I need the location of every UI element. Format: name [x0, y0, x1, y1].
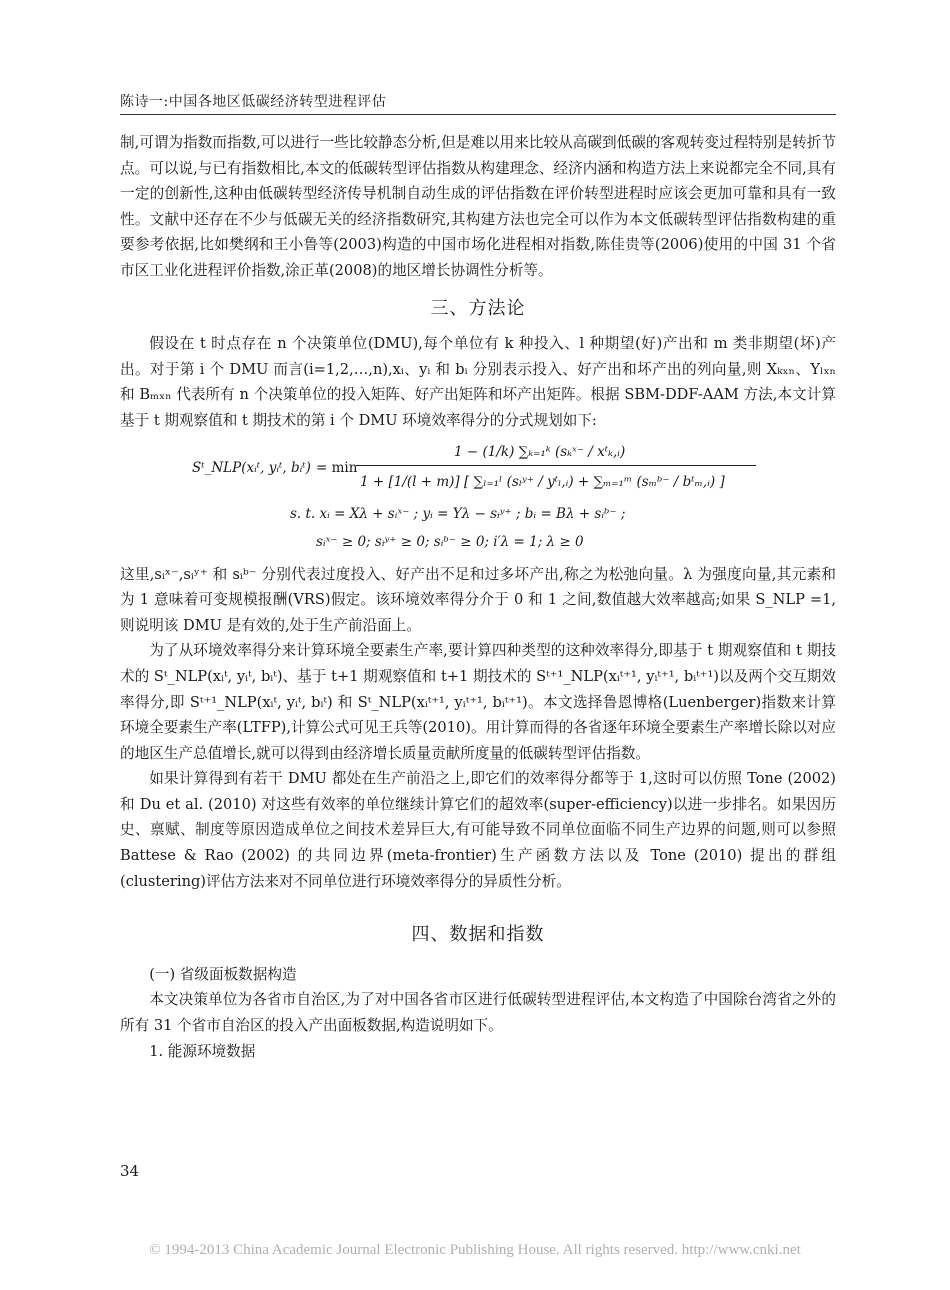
paragraph-luenberger: 为了从环境效率得分来计算环境全要素生产率,要计算四种类型的这种效率得分,即基于 t 期观察值和 t 期技术的 Sᵗ_NLP(xᵢᵗ, yᵢᵗ, bᵢᵗ)、基于 t+1 期观察值和 t+1 期技术的 Sᵗ⁺¹_NLP(xᵢᵗ⁺¹, yᵢᵗ⁺¹, bᵢᵗ⁺¹)以及两个交互期效率得分,即 Sᵗ⁺¹_NLP(xᵢᵗ, yᵢᵗ, bᵢᵗ) 和 Sᵗ_NLP(xᵢᵗ⁺¹, yᵢᵗ⁺¹, bᵢᵗ⁺¹)。本文选择鲁恩博格(Luenberger)指数来计算环境全要素生产率(LTFP),计算公式可见王兵等(2010)。用计算而得的各省逐年环境全要素生产率增长除以对应的地区生产总值增长,就可以得到由经济增长质量贡献所度量的低碳转型评估指数。 — [120, 642, 836, 762]
section-title-methodology: 三、方法论 — [430, 297, 526, 319]
paragraph-slack-vectors: 这里,sᵢˣ⁻,sᵢʸ⁺ 和 sᵢᵇ⁻ 分别代表过度投入、好产出不足和过多坏产出,称之为松弛向量。λ 为强度向量,其元素和为 1 意味着可变规模报酬(VRS)假定。该环境效率得分介于 0 和 1 之间,数值越大效率越高;如果 S_NLP =1,则说明该 DMU 是有效的,处于生产前沿面上。 — [120, 565, 836, 634]
subheading-energy-data: 1. 能源环境数据 — [149, 1042, 256, 1060]
paragraph-super-efficiency: 如果计算得到有若干 DMU 都处在生产前沿之上,即它们的效率得分都等于 1,这时可以仿照 Tone (2002) 和 Du et al. (2010) 对这些有效率的单位继续计算它们的超效率(super-efficiency)以进一步排名。如果因历史、禀赋、制度等原因造成单位之间技术差异巨大,有可能导致不同单位面临不同生产边界的问题,则可以参照 Battese & Rao (2002) 的共同边界(meta-frontier)生产函数方法以及 Tone (2010) 提出的群组(clustering)评估方法来对不同单位进行环境效率得分的异质性分析。 — [120, 770, 836, 890]
page-number: 34 — [120, 1162, 140, 1180]
formula-constraint-1: s. t. xᵢ = Xλ + sᵢˣ⁻ ; yᵢ = Yλ − sᵢʸ⁺ ; bᵢ = Bλ + sᵢᵇ⁻ ; — [290, 505, 626, 522]
paragraph-model-setup: 假设在 t 时点存在 n 个决策单位(DMU),每个单位有 k 种投入、l 种期望(好)产出和 m 类非期望(坏)产出。对于第 i 个 DMU 而言(i=1,2,…,n),xᵢ、yᵢ 和 bᵢ 分别表示投入、好产出和坏产出的列向量,则 Xₖₓₙ、Yₗₓₙ 和 Bₘₓₙ 代表所有 n 个决策单位的投入矩阵、好产出矩阵和坏产出矩阵。根据 SBM-DDF-AAM 方法,本文计算基于 t 期观察值和 t 期技术的第 i 个 DMU 环境效率得分的分式规划如下: — [120, 335, 836, 429]
section-title-data: 四、数据和指数 — [411, 924, 545, 946]
paragraph-panel-data: 本文决策单位为各省市自治区,为了对中国各省市区进行低碳转型进程评估,本文构造了中国除台湾省之外的所有 31 个省市自治区的投入产出面板数据,构造说明如下。 — [120, 991, 836, 1035]
header-rule — [120, 114, 836, 115]
body-text — [120, 130, 836, 1064]
sbm-ddf-formula — [120, 440, 836, 556]
formula-numerator: 1 − (1/k) ∑ₖ₌₁ᵏ (sₖˣ⁻ / xᵗₖ,ᵢ) — [454, 443, 626, 460]
copyright-footer: © 1994-2013 China Academic Journal Electronic Publishing House. All rights reserved. http://www.cnki.net — [149, 1242, 801, 1258]
paragraph-indices-comparison: 制,可谓为指数而指数,可以进行一些比较静态分析,但是难以用来比较从高碳到低碳的客观转变过程特别是转折节点。可以说,与已有指数相比,本文的低碳转型评估指数从构建理念、经济内涵和构造方法上来说都完全不同,具有一定的创新性,这种由低碳转型经济传导机制自动生成的评估指数在评价转型进程时应该会更加可靠和具有一致性。文献中还存在不少与低碳无关的经济指数研究,其构建方法也完全可以作为本文低碳转型评估指数构建的重要参考依据,比如樊纲和王小鲁等(2003)构造的中国市场化进程相对指数,陈佳贵等(2006)使用的中国 31 个省市区工业化进程评价指数,涂正革(2008)的地区增长协调性分析等。 — [120, 134, 836, 279]
running-title: 陈诗一:中国各地区低碳经济转型进程评估 — [120, 94, 387, 110]
formula-constraint-2: sᵢˣ⁻ ≥ 0; sᵢʸ⁺ ≥ 0; sᵢᵇ⁻ ≥ 0; i′λ = 1; λ ≥ 0 — [316, 533, 584, 550]
subheading-panel-data: (一) 省级面板数据构造 — [149, 965, 297, 983]
formula-min: = min — [316, 459, 358, 476]
fraction-bar — [356, 465, 756, 466]
formula-lhs: Sᵗ_NLP(xᵢᵗ, yᵢᵗ, bᵢᵗ) — [192, 459, 311, 476]
formula-denominator: 1 + [1/(l + m)] [ ∑ₗ₌₁ˡ (sₗʸ⁺ / yᵗₗ,ᵢ) + ∑ₘ₌₁ᵐ (sₘᵇ⁻ / bᵗₘ,ᵢ) ] — [360, 473, 725, 490]
